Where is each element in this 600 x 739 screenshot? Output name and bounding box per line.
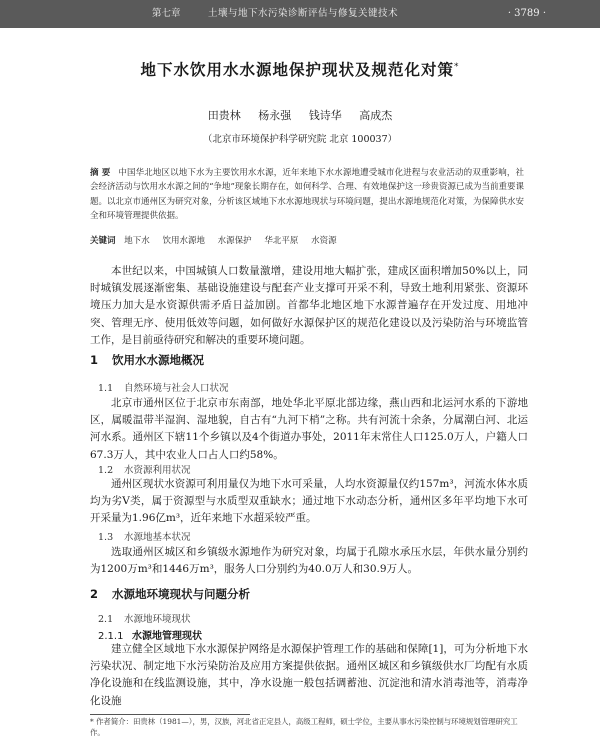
subsubsection-title: 水源地管理现状 — [132, 631, 202, 642]
abstract-text: 中国华北地区以地下水为主要饮用水水源，近年来地下水水源地遭受城市化进程与农业活动的双重影响，社会经济活动与饮用水水源之间的“争地”现象长期存在，如何科学、合理、有效地保护这一珍贵资源已成为当前重要课题。以北京市通州区为研究对象，分析该区域地下水水源地现状与环境问题，提出水源地规范化对策，为保障供水安全和环境管理提供依据。 — [90, 168, 524, 222]
running-head — [0, 0, 600, 28]
keywords-label: 关键词 — [90, 236, 116, 246]
abstract — [90, 166, 524, 224]
subsection-heading-1-2 — [98, 462, 191, 476]
intro-paragraph: 本世纪以来，中国城镇人口数量激增，建设用地大幅扩张，建成区面积增加50%以上，同时城镇发展逐渐密集、基础设施建设与配套产业支撑可开采不利，导致土地利用紧张、资源环境压力加大是水资源供需矛盾日益加剧。首都华北地区地下水源普遍存在开发过度、用地冲突、管理无序、使用低效等问题，如何做好水源保护区的规范化建设以及污染防治与环境监管工作，是目前亟待研究和解决的重要环境问题。 — [90, 265, 528, 346]
affiliation: （北京市环境保护科学研究院 北京 100037） — [202, 134, 398, 145]
running-head-book-title: 土壤与地下水污染诊断评估与修复关键技术 — [208, 8, 399, 19]
title-footnote-mark: * — [454, 61, 460, 72]
paragraph-2-1-1: 建立健全区域地下水水源保护网络是水源保护管理工作的基础和保障[1]，可为分析地下水污染状况、制定地下水污染防治及应用方案提供依据。通州区城区和乡镇级供水厂均配有水质净化设施和在线监测设施，其中，净水设施一般包括调蓄池、沉淀池和清水消毒池等，消毒净化设施 — [90, 643, 528, 707]
subsubsection-number: 2.1.1 — [98, 631, 124, 642]
section-number: 2 — [90, 587, 99, 601]
running-head-chapter: 第七章 — [152, 8, 181, 19]
section-title: 水源地环境现状与问题分析 — [112, 587, 250, 601]
author: 钱诗华 — [308, 109, 342, 122]
footnote: * 作者简介：田贵林（1981—），男，汉族，河北省正定县人，高级工程师，硕士学位，主要从事水污染控制与环境规划管理研究工作。 — [90, 717, 518, 737]
keyword: 水源保护 — [217, 236, 252, 246]
section-heading-2 — [90, 586, 250, 602]
keyword: 水资源 — [311, 236, 337, 246]
subsection-title: 水资源利用状况 — [124, 465, 191, 476]
author: 高成杰 — [359, 109, 393, 122]
subsection-title: 水源地环境现状 — [124, 614, 191, 625]
paper-title-text: 地下水饮用水水源地保护现状及规范化对策 — [140, 61, 454, 79]
author: 杨永强 — [258, 109, 292, 122]
subsubsection-heading-2-1-1 — [98, 627, 202, 642]
section-title: 饮用水水源地概况 — [112, 353, 204, 367]
keyword: 华北平原 — [264, 236, 299, 246]
subsection-heading-1-3 — [98, 529, 191, 543]
subsection-number: 2.1 — [98, 614, 114, 625]
section-heading-1 — [90, 352, 204, 368]
subsection-number: 1.1 — [98, 383, 114, 394]
author-list — [0, 107, 600, 123]
section-number: 1 — [90, 353, 99, 367]
keywords — [90, 234, 524, 248]
paragraph-1-2: 通州区现状水资源可利用量仅为地下水可采量，人均水资源量仅约157m³，河流水体水质均为劣Ⅴ类，属于资源型与水质型双重缺水；通过地下水动态分析，通州区多年平均地下水可开采量为1.96亿m³，近年来地下水超采较严重。 — [90, 478, 528, 525]
paragraph-1-1: 北京市通州区位于北京市东南部，地处华北平原北部边缘，燕山西和北运河水系的下游地区，属暖温带半湿润、湿地貌，自古有“九河下梢”之称。共有河流十余条，分属潮白河、北运河水系。通州区下辖11个乡镇以及4个街道办事处，2011年末常住人口125.0万人，户籍人口67.3万人，其中农业人口占人口约58%。 — [90, 397, 528, 461]
subsection-heading-1-1 — [98, 380, 229, 394]
abstract-label: 摘 要 — [90, 168, 111, 178]
paper-title — [0, 58, 600, 80]
keyword: 地下水 — [124, 236, 150, 246]
subsection-title: 自然环境与社会人口状况 — [124, 383, 229, 394]
keyword: 饮用水源地 — [162, 236, 205, 246]
page-number: · 3789 · — [507, 8, 546, 19]
subsection-title: 水源地基本状况 — [124, 532, 191, 543]
paragraph-1-3: 选取通州区城区和乡镇级水源地作为研究对象，均属于孔隙水承压水层，年供水量分别约为1200万m³和1446万m³，服务人口分别约为40.0万人和30.9万人。 — [90, 546, 528, 576]
footnote-rule — [90, 714, 250, 715]
author: 田贵林 — [207, 109, 241, 122]
subsection-number: 1.2 — [98, 465, 114, 476]
subsection-heading-2-1 — [98, 611, 191, 625]
subsection-number: 1.3 — [98, 532, 114, 543]
